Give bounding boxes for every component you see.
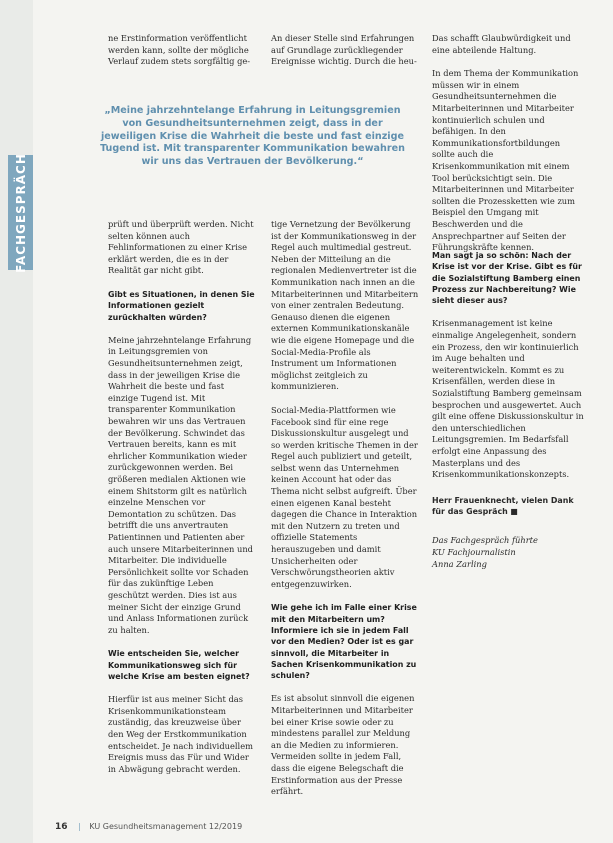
top-col-1-text: ne Erstinformation veröffentlicht werden kann, sollte der mögliche Verlauf zudem stets sorgfältig ge- [108, 33, 251, 67]
col2-paragraph-1: tige Vernetzung der Bevölkerung ist der Kommunikationsweg in der Regel auch multimedial gestreut. Neben der Mitteilung an die regionalen Medienvertreter ist die Kommunikation nach innen an die Mitarbeiterinnen und Mitarbeitern von einer zentralen Bedeutung. Genauso dienen die eigenen externen Kommunikationskanäle wie die eigene Homepage und die Social-Media-Profile als Instrument um Informationen möglichst zeitgleich zu kommunizieren. [271, 219, 419, 392]
section-tab-label: FACHGESPRÄCH [13, 152, 28, 273]
col1-paragraph-2: Meine jahrzehntelange Erfahrung in Leitungsgremien von Gesundheitsunternehmen zeigt, dass in der jeweiligen Krise die Wahrheit die beste und fast einzige Tugend ist. Mit transparenter Kommunikation bewahren wir uns das Vertrauen der Bevölkerung. Schwindet das Vertrauen bereits, kann es mit ehrlicher Kommunikation wieder zurückgewonnen werden. Bei größeren medialen Aktionen wie einem Shitstorm gilt es natürlich einzelne Menschen vor Demontation zu schützen. Das betrifft die uns anvertrauten Patientinnen und Patienten aber auch unsere Mitarbeiterinnen und Mitarbeiter. Die individuelle Persönlichkeit sollte vor Schaden für das zukünftige Leben geschützt werden. Dies ist aus meiner Sicht der einzige Grund und Anlass Informationen zurück zu halten. [108, 334, 253, 635]
credit-line-2: KU Fachjournalistin [432, 546, 516, 557]
section-tab [8, 152, 33, 273]
column-1 [108, 219, 256, 809]
col3-question-1: Man sagt ja so schön: Nach der Krise ist vor der Krise. Gibt es für die Sozialstiftung Bamberg einen Prozess zur Nachbereitung? Wie sieht dieser aus? [432, 251, 582, 306]
col2-question-1: Wie gehe ich im Falle einer Krise mit den Mitarbeitern um? Informiere ich sie in jedem Fall vor den Medien? Oder ist es gar sinnvoll, die Mitarbeiter in Sachen Krisenkommunikation zu schulen? [271, 603, 417, 681]
col3-thanks: Herr Frauenknecht, vielen Dank für das Gespräch ■ [432, 495, 574, 517]
col3-upper-text: In dem Thema der Kommunikation müssen wir in einem Gesundheitsunternehmen die Mitarbeiterinnen und Mitarbeiter kontinuierlich schulen und befähigen. In den Kommunikationsfortbildungen sollte auch die Krisenkommunikation mit einem Tool berücksichtigt sein. Die Mitarbeiterinnen und Mitarbeiter sollten die Prozessketten wie zum Beispiel den Umgang mit Beschwerden und die Ansprechpartner auf Seiten der Führungskräfte kennen. [432, 68, 579, 253]
top-col-1 [108, 33, 256, 69]
page-number: 16 [55, 822, 68, 832]
col1-paragraph-3: Hierfür ist aus meiner Sicht das Krisenkommunikationsteam zuständig, das kreuzweise über den Weg der Erstkommunikation entscheidet. Je nach individuellem Ereignis muss das Für und Wider in Abwägung gebracht werden. [108, 694, 253, 774]
author-credit [432, 535, 584, 570]
credit-line-3: Anna Zarling [432, 558, 487, 569]
col1-paragraph-1: prüft und überprüft werden. Nicht selten können auch Fehlinformationen zu einer Krise erklärt werden, die es in der Realität gar nicht gibt. [108, 219, 254, 276]
footer-separator: | [78, 822, 81, 831]
pull-quote: „Meine jahrzehntelange Erfahrung in Leitungsgremien von Gesundheitsunternehmen zeigt, dass in der jeweiligen Krise die Wahrheit die beste und fast einzige Tugend ist. Mit transparenter Kommunikation bewahren wir uns das Vertrauen der Bevölkerung.“ [100, 105, 405, 168]
top-col-3-text: Das schafft Glaubwürdigkeit und eine abteilende Haltung. [432, 33, 571, 55]
col2-paragraph-2: Social-Media-Plattformen wie Facebook sind für eine rege Diskussionskultur ausgelegt und so werden kritische Themen in der Regel auch publiziert und geteilt, selbst wenn das Unternehmen keinen Account hat oder das Thema nicht selbst aufgreift. Über einen eigenen Kanal besteht dagegen die Chance in Interaktion mit den Nutzern zu treten und offizielle Statements herauszugeben und damit Unsicherheiten oder Verschwörungstheorien aktiv entgegenzuwirken. [271, 404, 418, 589]
credit-line-1: Das Fachgespräch führte [432, 535, 538, 546]
top-col-2-text: An dieser Stelle sind Erfahrungen auf Grundlage zurückliegender Ereignisse wichtig. Durch die heu- [271, 33, 417, 67]
col2-paragraph-3: Es ist absolut sinnvoll die eigenen Mitarbeiterinnen und Mitarbeiter bei einer Krise sowie oder zu mindestens parallel zur Meldung an die Medien zu informieren. Vermeiden sollte in jedem Fall, dass die eigene Belegschaft die Erstinformation aus der Presse erfährt. [271, 693, 415, 797]
column-2 [271, 219, 419, 809]
col1-question-2: Wie entscheiden Sie, welcher Kommunikationsweg sich für welche Krise am besten eignet? [108, 649, 250, 681]
column-3 [432, 250, 584, 710]
top-col-3 [432, 33, 584, 253]
side-margin [0, 0, 33, 843]
top-col-2 [271, 33, 419, 69]
col3-paragraph-1: Krisenmanagement ist keine einmalige Angelegenheit, sondern ein Prozess, den wir kontinuierlich im Auge behalten und weiterentwickeln. Kommt es zu Krisenfällen, werden diese in Sozialstiftung Bamberg gemeinsam besprochen und ausgewertet. Auch gilt eine offene Diskussionskultur in den unterschiedlichen Leitungsgremien. Im Bedarfsfall erfolgt eine Anpassung des Masterplans und des Krisenkommunikationskonzepts. [432, 318, 584, 480]
publication-name: KU Gesundheitsmanagement 12/2019 [89, 822, 243, 831]
page-footer [55, 822, 242, 832]
col1-question-1: Gibt es Situationen, in denen Sie Informationen gezielt zurückhalten würden? [108, 289, 255, 322]
